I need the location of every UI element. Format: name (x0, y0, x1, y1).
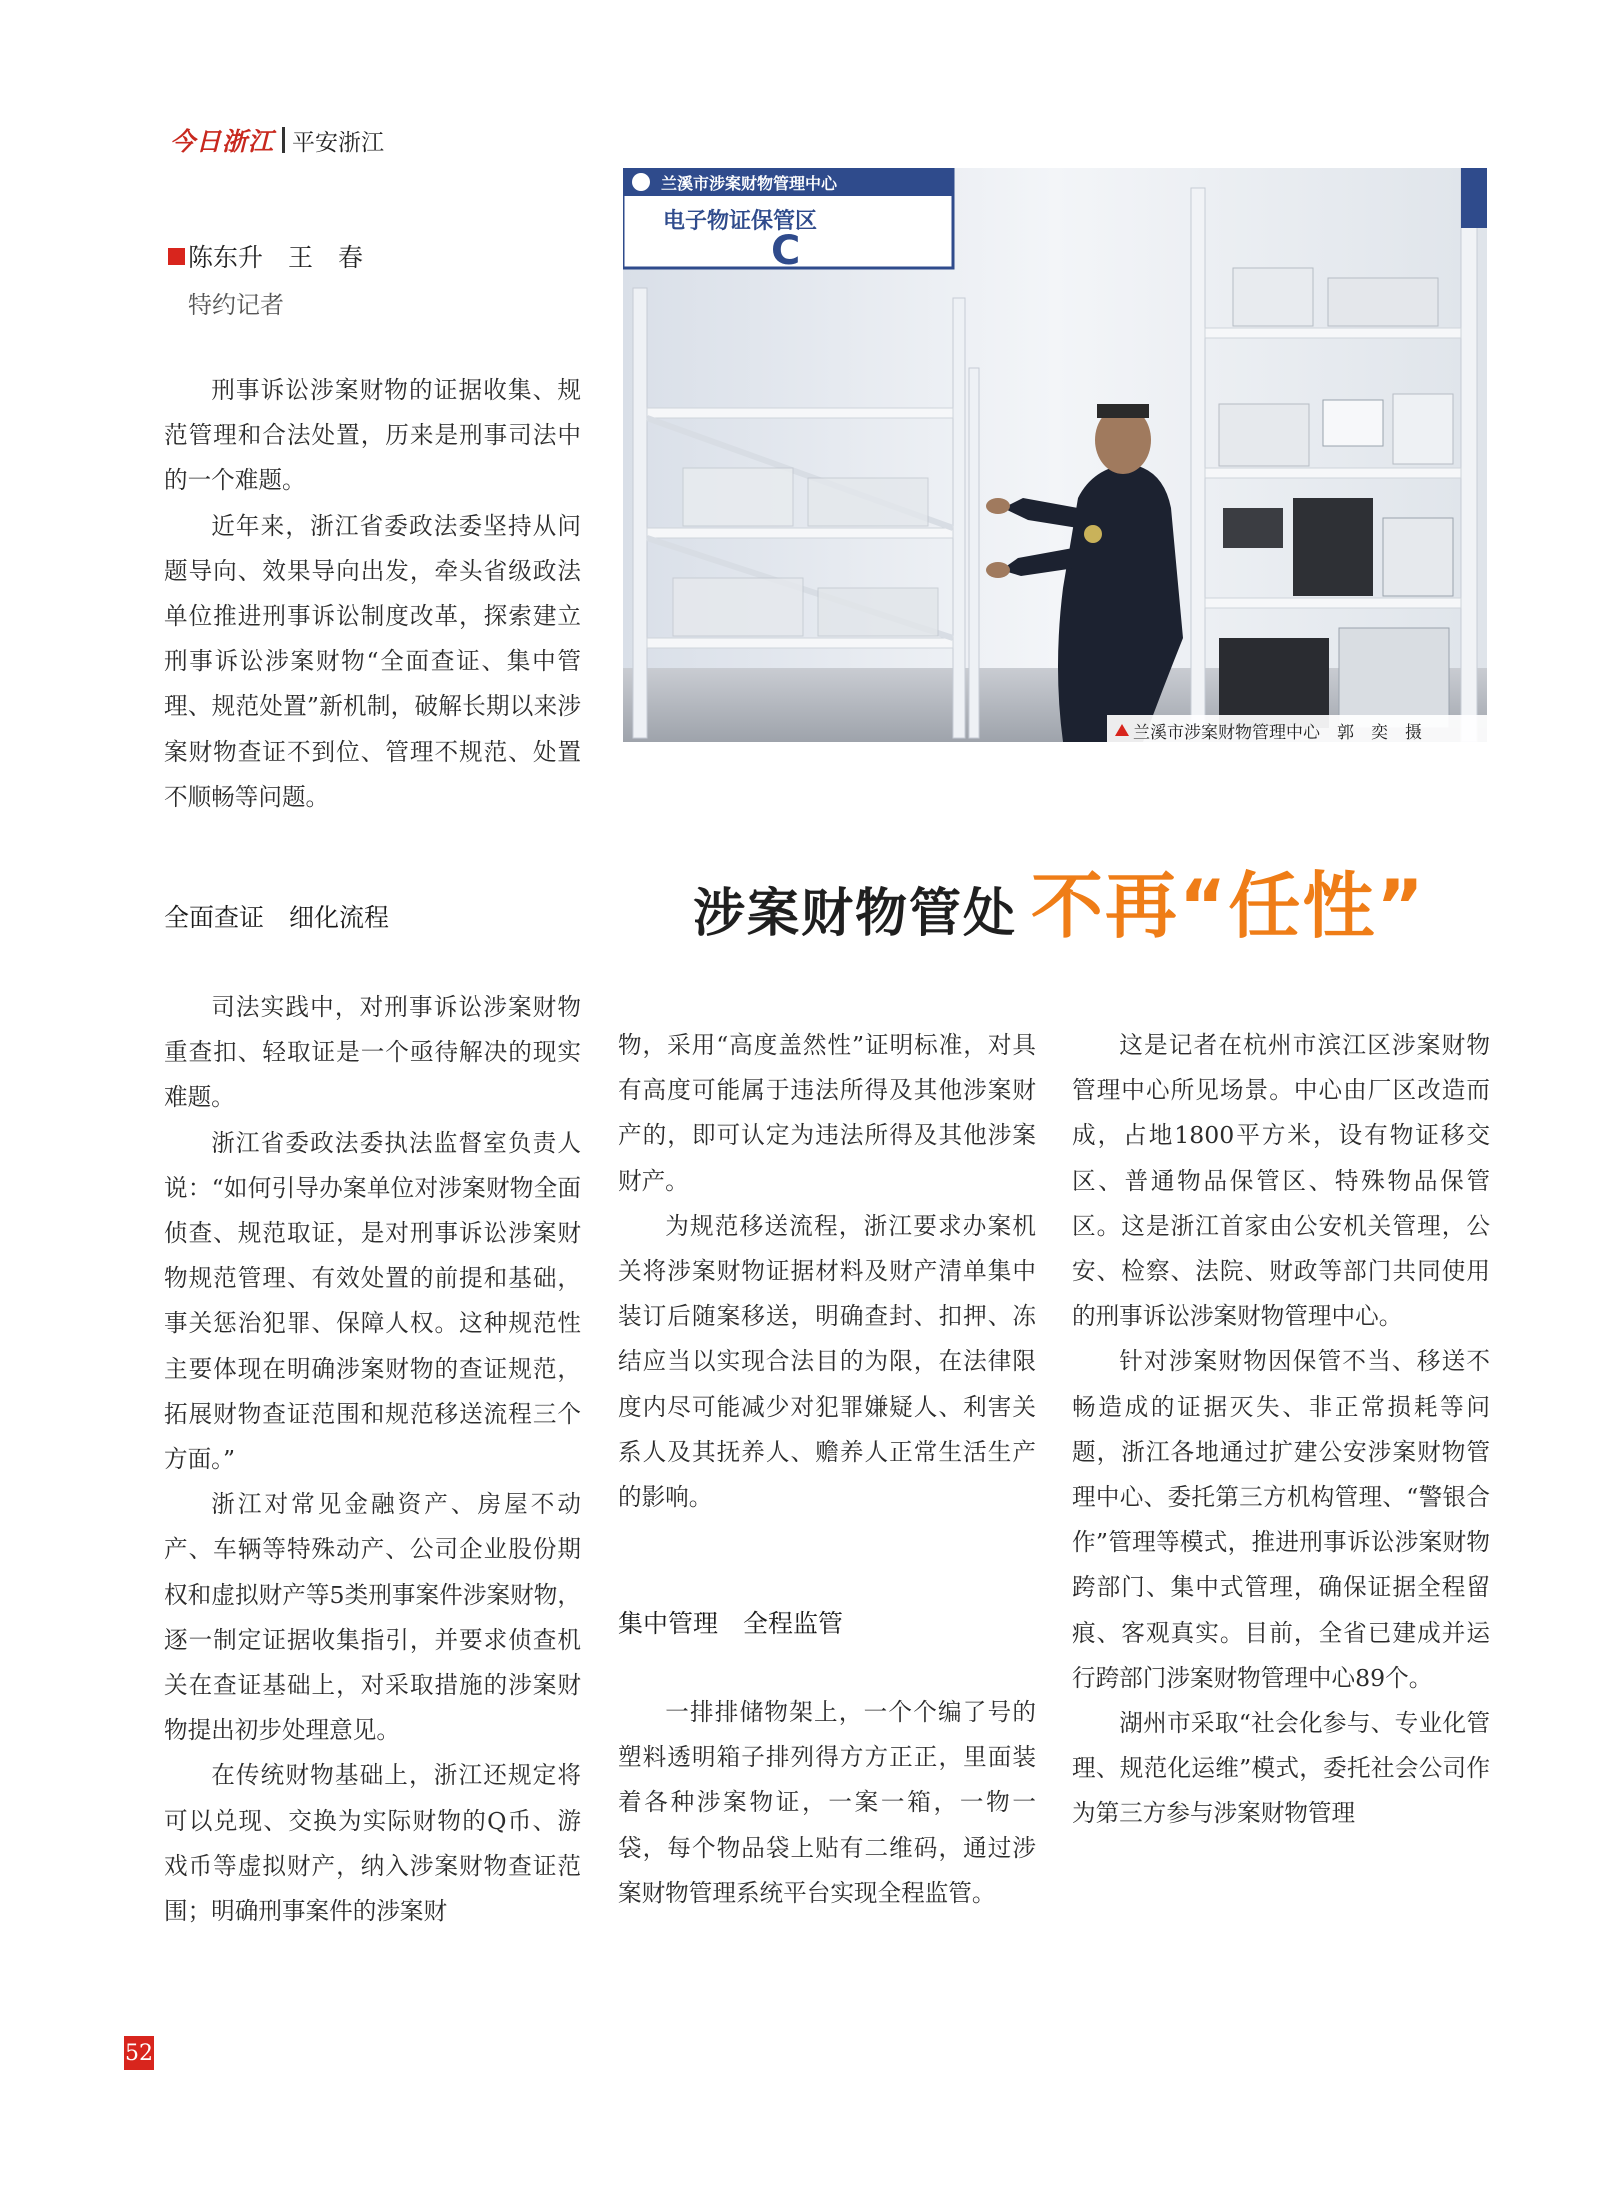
paragraph: 物，采用“高度盖然性”证明标准，对具有高度可能属于违法所得及其他涉案财产的，即可认定为违法所得及其他涉案财产。 (618, 1031, 1036, 1195)
byline (168, 238, 363, 274)
sign-letter: C (771, 228, 801, 274)
headline-part-1: 涉案财物管处 (693, 883, 1018, 944)
column-2-section-text (618, 1690, 1036, 1916)
column-name: 平安浙江 (292, 129, 385, 156)
intro-text (164, 368, 581, 820)
headline-part-2: 不再“任性” (1031, 864, 1426, 948)
paragraph: 在传统财物基础上，浙江还规定将可以兑现、交换为实际财物的Q币、游戏币等虚拟财产，纳入涉案财物查证范围；明确刑事案件的涉案财 (164, 1761, 581, 1926)
paragraph: 针对涉案财物因保管不当、移送不畅造成的证据灭失、非正常损耗等问题，浙江各地通过扩建公安涉案财物管理中心、委托第三方机构管理、“警银合作”管理等模式，推进刑事诉讼涉案财物跨部门、集中式管理，确保证据全程留痕、客观真实。目前，全省已建成并运行跨部门涉案财物管理中心89个。 (1072, 1347, 1490, 1692)
paragraph: 为规范移送流程，浙江要求办案机关将涉案财物证据材料及财产清单集中装订后随案移送，明确查封、扣押、冻结应当以实现合法目的为限，在法律限度内尽可能减少对犯罪嫌疑人、利害关系人及其抚养人、赡养人正常生活生产的影响。 (618, 1211, 1036, 1512)
section-title: 全面查证 细化流程 (164, 903, 390, 932)
triangle-icon (1115, 724, 1129, 736)
header-divider (282, 127, 285, 153)
sign-org-text: 兰溪市涉案财物管理中心 (661, 174, 838, 193)
article-headline (693, 846, 1426, 946)
page-header (170, 124, 384, 156)
author-role: 特约记者 (188, 291, 284, 319)
column-2-text (618, 1023, 1036, 1520)
sign-zone-text: 电子物证保管区 (663, 209, 818, 234)
paragraph: 浙江省委政法委执法监督室负责人说：“如何引导办案单位对涉案财物全面侦查、规范取证，是对刑事诉讼涉案财物规范管理、有效处置的前提和基础，事关惩治犯罪、保障人权。这种规范性主要体现在明确涉案财物的查证规范，拓展财物查证范围和规范移送流程三个方面。” (164, 1128, 581, 1474)
paragraph: 司法实践中，对刑事诉讼涉案财物重查扣、轻取证是一个亟待解决的现实难题。 (164, 993, 581, 1112)
column-3-text (1072, 1023, 1490, 1837)
storage-room-photo (623, 168, 1487, 742)
author-names: 陈东升 王 春 (188, 243, 364, 272)
article-photo (623, 168, 1487, 742)
photo-caption (1107, 715, 1487, 745)
page-number: 52 (124, 2036, 154, 2070)
paragraph: 浙江对常见金融资产、房屋不动产、车辆等特殊动产、公司企业股份期权和虚拟财产等5类刑事案件涉案财物，逐一制定证据收集指引，并要求侦查机关在查证基础上，对采取措施的涉案财物提出初步处理意见。 (164, 1490, 581, 1745)
intro-paragraph: 刑事诉讼涉案财物的证据收集、规范管理和合法处置，历来是刑事司法中的一个难题。 (164, 376, 581, 495)
red-square-icon (168, 248, 185, 265)
paragraph: 一排排储物架上，一个个编了号的塑料透明箱子排列得方方正正，里面装着各种涉案物证，一案一箱，一物一袋，每个物品袋上贴有二维码，通过涉案财物管理系统平台实现全程监管。 (618, 1698, 1036, 1907)
magazine-logo: 今日浙江 (170, 127, 275, 156)
section-title: 集中管理 全程监管 (618, 1609, 844, 1638)
caption-text: 兰溪市涉案财物管理中心 郭 奕 摄 (1133, 722, 1422, 743)
intro-paragraph: 近年来，浙江省委政法委坚持从问题导向、效果导向出发，牵头省级政法单位推进刑事诉讼制度改革，探索建立刑事诉讼涉案财物“全面查证、集中管理、规范处置”新机制，破解长期以来涉案财物查证不到位、管理不规范、处置不顺畅等问题。 (164, 511, 581, 811)
paragraph: 湖州市采取“社会化参与、专业化管理、规范化运维”模式，委托社会公司作为第三方参与涉案财物管理 (1072, 1709, 1490, 1828)
column-1-text (164, 985, 581, 1934)
paragraph: 这是记者在杭州市滨江区涉案财物管理中心所见场景。中心由厂区改造而成，占地1800平方米，设有物证移交区、普通物品保管区、特殊物品保管区。这是浙江首家由公安机关管理，公安、检察、法院、财政等部门共同使用的刑事诉讼涉案财物管理中心。 (1072, 1031, 1490, 1331)
zone-sign (623, 168, 953, 274)
